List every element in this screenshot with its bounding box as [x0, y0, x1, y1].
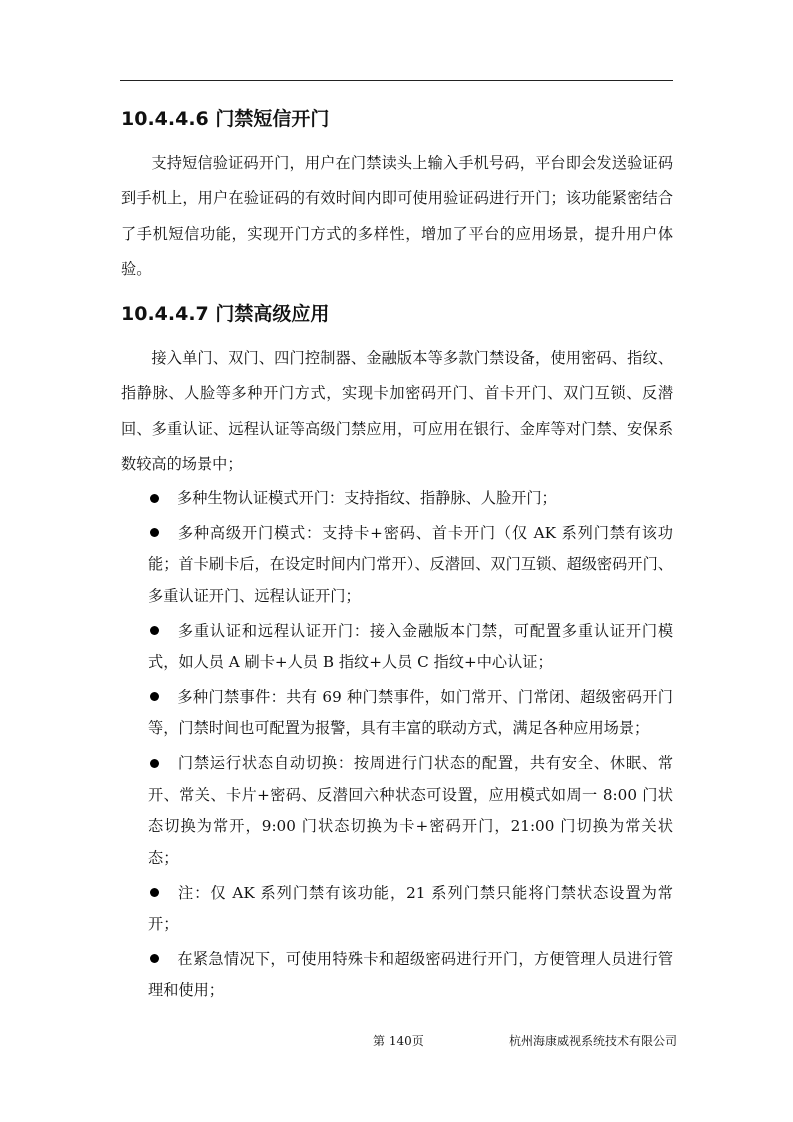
footer-page-number: 第 140页 — [373, 1034, 424, 1048]
bullet-text: 多种生物认证模式开门：支持指纹、指静脉、人脸开门； — [177, 489, 557, 507]
bullet-text: 多种高级开门模式：支持卡+密码、首卡开门（仅 AK 系列门禁有该功能；首卡刷卡后，在设定时间内门常开）、反潜回、双门互锁、超级密码开门、多重认证开门、远程认证开门； — [148, 523, 673, 605]
bullet-text: 注：仅 AK 系列门禁有该功能，21 系列门禁只能将门禁状态设置为常开； — [148, 883, 673, 934]
bullet-text: 多重认证和远程认证开门：接入金融版本门禁，可配置多重认证开门模式，如人员 A 刷卡+人员 B 指纹+人员 C 指纹+中心认证； — [148, 621, 673, 672]
bullet-text: 门禁运行状态自动切换：按周进行门状态的配置，共有安全、休眠、常开、常关、卡片+密码、反潜回六种状态可设置，应用模式如周一 8:00 门状态切换为常开，9:00 门状态切换为卡+密码开门，21:00 门切换为常关状态； — [148, 754, 673, 867]
bullet-item — [148, 944, 673, 1007]
bullet-dot-icon — [150, 759, 159, 768]
section-paragraph-sms-door-open: 支持短信验证码开门，用户在门禁读头上输入手机号码，平台即会发送验证码到手机上，用户在验证码的有效时间内即可使用验证码进行开门；该功能紧密结合了手机短信功能，实现开门方式的多样性，增加了平台的应用场景，提升用户体验。 — [121, 154, 673, 279]
bullet-item — [148, 878, 673, 941]
bullet-dot-icon — [150, 528, 159, 537]
bullet-text: 在紧急情况下，可使用特殊卡和超级密码进行开门，方便管理人员进行管理和使用； — [148, 949, 673, 1000]
bullet-text: 多种门禁事件：共有 69 种门禁事件，如门常开、门常闭、超级密码开门等，门禁时间也可配置为报警，具有丰富的联动方式，满足各种应用场景； — [148, 687, 673, 738]
bullet-item — [148, 518, 673, 613]
section-heading-advanced-access: 10.4.4.7 门禁高级应用 — [121, 303, 330, 325]
bullet-dot-icon — [150, 494, 159, 503]
footer-company-name: 杭州海康威视系统技术有限公司 — [509, 1034, 678, 1048]
header-rule — [120, 80, 673, 81]
bullet-item — [148, 616, 673, 679]
bullet-item — [148, 748, 673, 874]
section-heading-sms-door-open: 10.4.4.6 门禁短信开门 — [121, 108, 330, 130]
bullet-item — [148, 483, 673, 515]
bullet-dot-icon — [150, 888, 159, 897]
bullet-item — [148, 682, 673, 745]
bullet-dot-icon — [150, 692, 159, 701]
feature-bullet-list — [148, 483, 673, 1010]
bullet-dot-icon — [150, 626, 159, 635]
section-paragraph-advanced-access: 接入单门、双门、四门控制器、金融版本等多款门禁设备，使用密码、指纹、指静脉、人脸等多种开门方式，实现卡加密码开门、首卡开门、双门互锁、反潜回、多重认证、远程认证等高级门禁应用，可应用在银行、金库等对门禁、安保系数较高的场景中； — [121, 349, 673, 474]
bullet-dot-icon — [150, 954, 159, 963]
